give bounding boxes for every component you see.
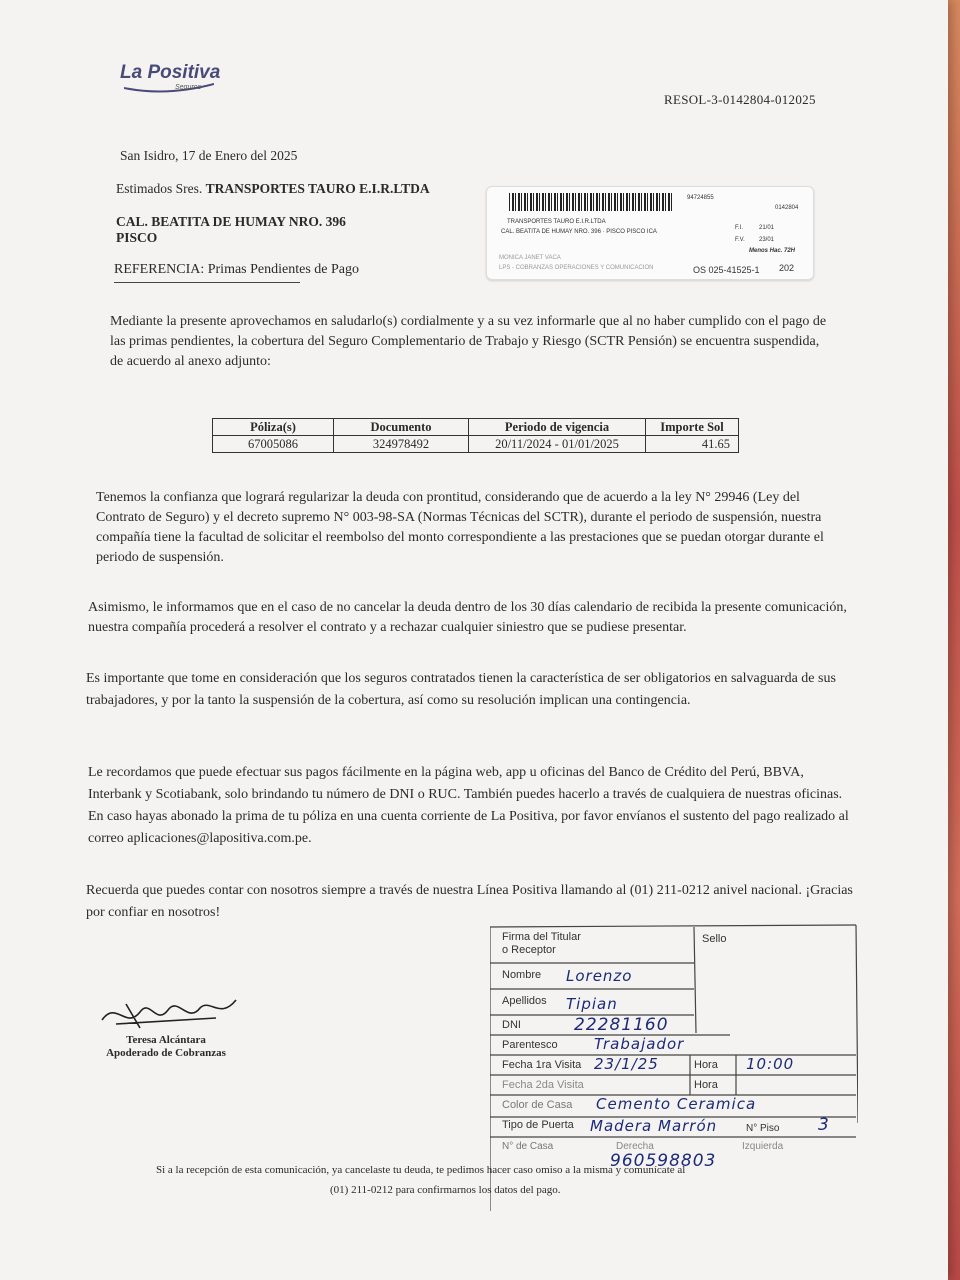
hand-color: Cemento Ceramica <box>596 1095 757 1113</box>
policy-table <box>212 418 739 453</box>
barcode <box>509 193 673 211</box>
hand-telefono: 960598803 <box>610 1151 717 1171</box>
reference-underline <box>114 282 300 283</box>
paragraph-5: Le recordamos que puede efectuar sus pagos fácilmente en la página web, app u oficinas del Banco de Crédito del Perú, BBVA, Interbank y Scotiabank, solo brindando tu número de DNI o RUC. También puedes hacerlo a través de cualquiera de nuestras oficinas. En caso hayas abonado la prima de tu póliza en una cuenta corriente de La Positiva, por favor envíanos el sustento del pago realizado al correo aplicaciones@lapositiva.com.pe. <box>88 765 849 846</box>
header-importe: Importe Sol <box>646 419 739 436</box>
signer-title: Apoderado de Cobranzas <box>106 1047 226 1059</box>
paragraph-3: Asimismo, le informamos que en el caso de no cancelar la deuda dentro de los 30 días calendario de recibida la presente comunicación, nuestra compañía procederá a resolver el contrato y a rechazar cualquier siniestro que se pudiese presentar. <box>88 600 847 635</box>
sello-label: Sello <box>702 933 727 945</box>
address: CAL. BEATITA DE HUMAY NRO. 396 PISCO <box>116 214 346 245</box>
header-periodo: Periodo de vigencia <box>469 419 646 436</box>
hand-apellidos: Tipian <box>566 995 618 1013</box>
table-row: 67005086 324978492 20/11/2024 - 01/01/2025 41.65 <box>213 436 739 453</box>
signer-name: Teresa Alcántara <box>126 1034 206 1046</box>
header-poliza: Póliza(s) <box>213 419 334 436</box>
paragraph-4: Es importante que tome en consideración que los seguros contratados tienen la característica de ser obligatorios en salvaguarda de sus trabajadores, y por la tanto la suspensión de la cobertura, así como su resolución implican una contingencia. <box>86 671 836 708</box>
mailing-label: 94724855 0142804 TRANSPORTES TAURO E.I.R.LTDA CAL. BEATITA DE HUMAY NRO. 396 · PISCO PISCO ICA F.I. 21/01 F.V. 23/01 Menos Hac. 72H MONICA JANET VACA LPS - COBRANZAS OPERACIONES Y COMUNICACION OS 025-41525-1 202 <box>486 186 814 280</box>
footer-line-2: (01) 211-0212 para confirmarnos los datos del pago. <box>330 1184 561 1196</box>
hand-piso: 3 <box>818 1115 830 1135</box>
hand-dni: 22281160 <box>574 1015 669 1035</box>
reference-code: RESOL-3-0142804-012025 <box>664 92 816 107</box>
company-logo: La Positiva Seguros <box>120 62 220 84</box>
hand-fecha1: 23/1/25 <box>594 1055 659 1073</box>
date-line: San Isidro, 17 de Enero del 2025 <box>120 148 298 163</box>
paragraph-2: Tenemos la confianza que logrará regularizar la deuda con prontitud, considerando que de acuerdo a la ley N° 29946 (Ley del Contrato de Seguro) y el decreto supremo N° 003-98-SA (Normas Técnicas del SCTR), durante el periodo de suspensión, nuestra compañía tiene la facultad de solicitar el reembolso del monto correspondiente a las prestaciones que se puedan otorgar durante el periodo de suspensión. <box>96 490 824 565</box>
signature-scribble <box>96 990 246 1038</box>
policy-table-wrap <box>212 418 739 453</box>
hand-hora1: 10:00 <box>746 1055 795 1073</box>
paragraph-6: Recuerda que puedes contar con nosotros siempre a través de nuestra Línea Positiva llamando al (01) 211-0212 anivel nacional. ¡Gracias por confiar en nosotros! <box>86 883 853 920</box>
receipt-stamp-form: Firma del Titular o Receptor Sello Nombre Apellidos DNI Parentesco Fecha 1ra Visita Fecha 2da Visita Color de Casa Tipo de Puerta N° de Casa Hora Hora N° Piso Derecha Izquierda Lorenzo Tipian 22281160 Trabajador 23/1/25 10:00 Cemento Ceramica Madera Marrón 3 960598803 <box>490 923 858 1213</box>
header-documento: Documento <box>334 419 469 436</box>
paragraph-1: Mediante la presente aprovechamos en saludarlo(s) cordialmente y a su vez informarle que al no haber cumplido con el pago de las primas pendientes, la cobertura del Seguro Complementario de Trabajo y Riesgo (SCTR Pensión) se encuentra suspendida, de acuerdo al anexo adjunto: <box>110 314 827 369</box>
hand-parentesco: Trabajador <box>594 1035 685 1053</box>
greeting: Estimados Sres. TRANSPORTES TAURO E.I.R.LTDA <box>116 181 430 196</box>
reference-line: REFERENCIA: Primas Pendientes de Pago <box>114 262 359 283</box>
hand-nombre: Lorenzo <box>566 967 633 985</box>
hand-puerta: Madera Marrón <box>590 1117 718 1135</box>
footer-line-1: Si a la recepción de esta comunicación, ya cancelaste tu deuda, te pedimos hacer caso omiso a la misma y comunícate al <box>156 1164 686 1176</box>
